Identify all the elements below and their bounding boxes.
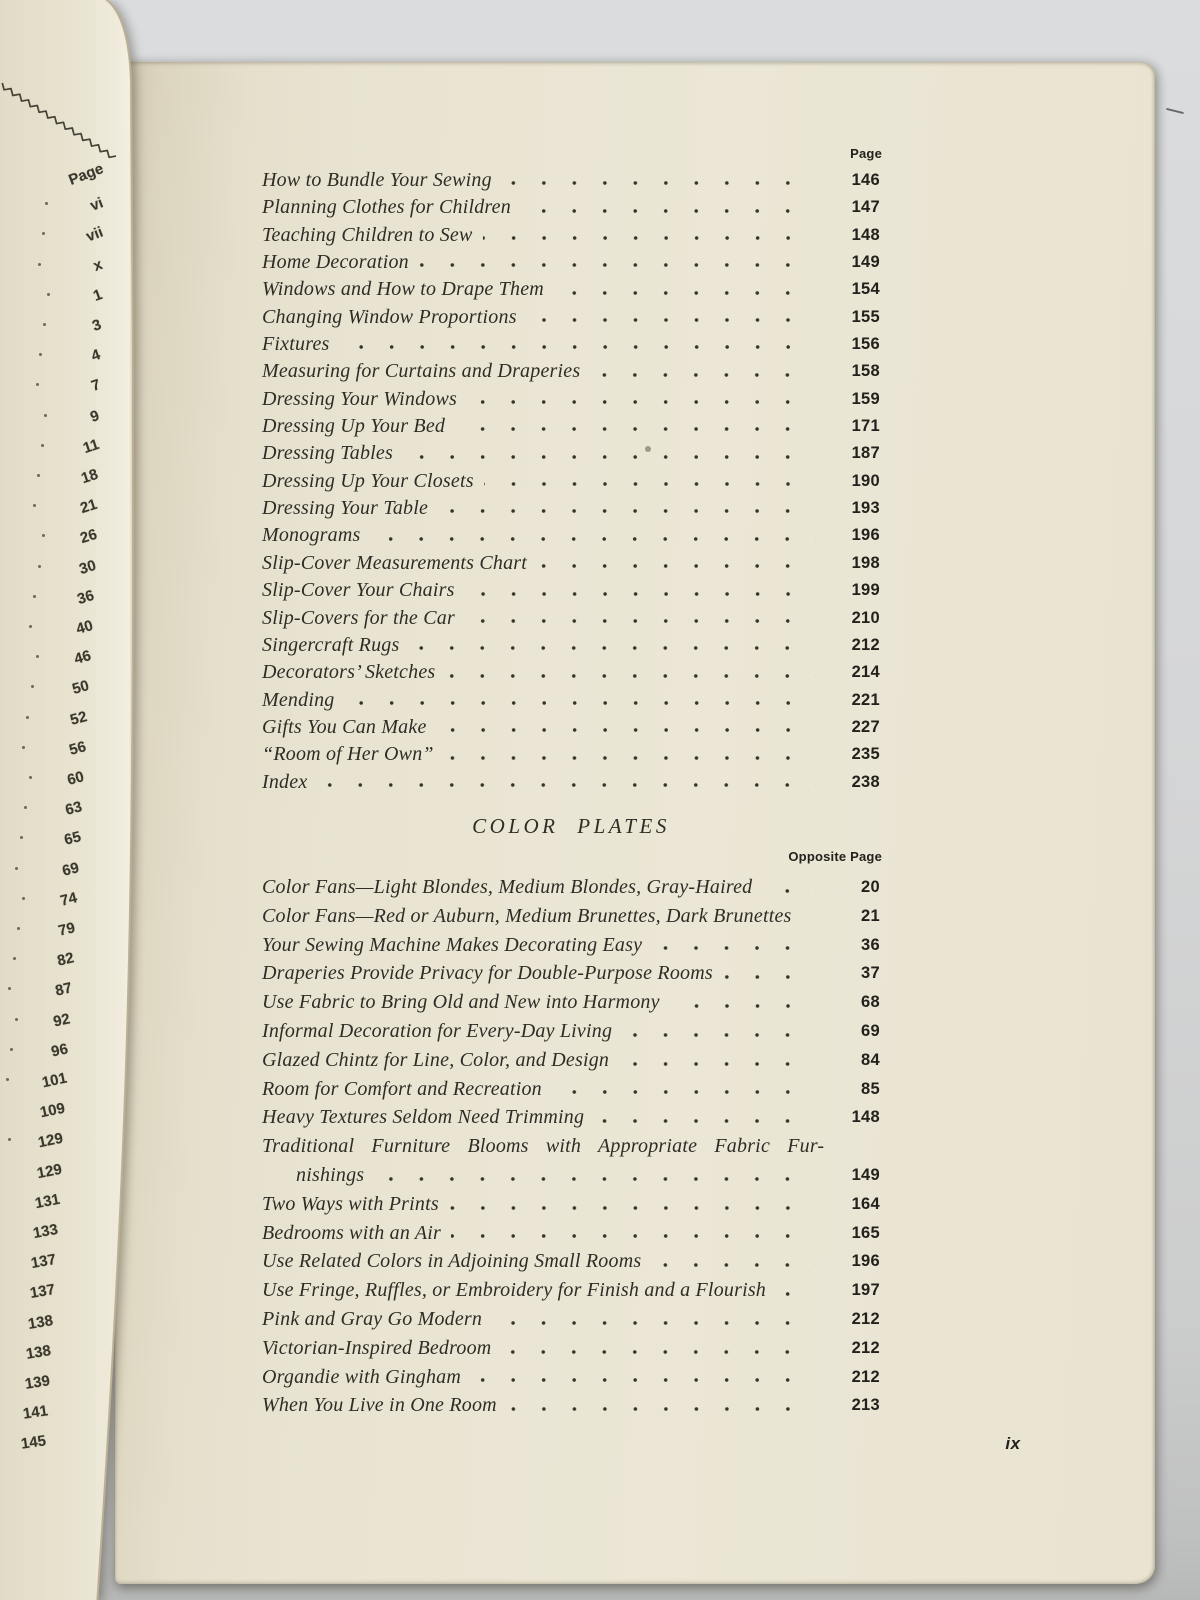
previous-page-number: 30 — [77, 556, 99, 578]
toc-entry-row — [262, 1276, 880, 1305]
toc-entry-title: Color Fans—Light Blondes, Medium Blondes, Gray-Haired — [262, 876, 753, 898]
toc-entry-row — [262, 331, 880, 358]
toc-entry-title: Dressing Tables — [262, 442, 393, 465]
toc-entry-page: 84 — [861, 1050, 880, 1069]
toc-entry-page: 37 — [861, 964, 880, 983]
toc-entry-page: 190 — [851, 471, 880, 490]
toc-entry-page: 85 — [861, 1079, 880, 1098]
dot-leader — [537, 564, 816, 568]
previous-page-number: 60 — [65, 768, 86, 789]
dot-leader — [465, 592, 816, 596]
previous-page-number: 63 — [63, 798, 85, 820]
toc-entry-title: Decorators’ Sketches — [262, 661, 436, 684]
toc-entry-row — [262, 769, 880, 796]
dot-leader — [762, 889, 816, 893]
page-number: ix — [1005, 1434, 1021, 1453]
dot-leader — [651, 1263, 816, 1267]
previous-page-number: 21 — [78, 496, 100, 518]
toc-entry-page: 36 — [861, 935, 880, 954]
toc-entry-title: Changing Window Proportions — [262, 305, 517, 328]
dot-leader — [802, 918, 816, 922]
dot-leader — [507, 1407, 816, 1411]
previous-page-number: 4 — [89, 346, 103, 366]
toc-entry-title: Measuring for Curtains and Draperies — [262, 360, 581, 383]
dot-leader — [438, 509, 816, 513]
previous-page-number: 96 — [50, 1040, 71, 1061]
toc-entry-title: When You Live in One Room — [262, 1394, 497, 1417]
toc-entry-row — [262, 605, 880, 632]
previous-page-number: 11 — [80, 435, 101, 457]
dot-leader — [467, 400, 816, 404]
toc-entry-title: Fixtures — [262, 333, 330, 356]
dot-leader — [340, 345, 816, 349]
toc-entry-title: Dressing Your Windows — [262, 387, 457, 410]
toc-entry-row — [262, 1046, 880, 1075]
toc-entry-row — [262, 741, 880, 768]
toc-entry-title: Windows and How to Drape Them — [262, 278, 544, 301]
previous-page-number: 139 — [23, 1372, 51, 1393]
dot-leader — [670, 1004, 816, 1008]
toc-entry-title: Traditional Furniture Blooms with Appropriate Fabric Fur- — [262, 1135, 825, 1158]
toc-entry-title: Draperies Provide Privacy for Double-Purpose Rooms — [262, 962, 713, 985]
toc-entry-page: 159 — [851, 389, 880, 408]
dot-leader — [521, 209, 816, 213]
dot-leader — [552, 1090, 816, 1094]
toc-entry-row — [262, 1075, 880, 1104]
toc-entry-title: Organdie with Gingham — [262, 1365, 462, 1388]
dot-leader — [723, 975, 816, 979]
toc-entry-row — [262, 495, 880, 522]
toc-entry-title: Planning Clothes for Children — [262, 196, 511, 219]
dot-leader — [594, 1119, 816, 1123]
dot-leader — [451, 1234, 816, 1238]
dot-leader — [501, 1350, 816, 1354]
toc-entry-row — [262, 304, 880, 331]
previous-page-number: 18 — [79, 465, 101, 488]
toc-entry-page: 154 — [851, 280, 880, 299]
previous-page-number: 129 — [36, 1130, 65, 1152]
dot-leader — [502, 181, 816, 185]
toc-entry-title: Your Sewing Machine Makes Decorating Easy — [262, 933, 643, 956]
previous-page-number: 141 — [21, 1402, 49, 1423]
dot-leader — [471, 1378, 816, 1382]
dot-leader — [776, 1292, 816, 1296]
previous-page-number: 92 — [51, 1010, 72, 1031]
toc-entry-page: 212 — [851, 635, 880, 654]
toc-entry-title: Dressing Up Your Bed — [262, 415, 446, 438]
toc-entry-row — [262, 902, 880, 931]
toc-entry-title: Singercraft Rugs — [262, 633, 400, 656]
previous-page-number: vii — [83, 224, 106, 246]
dot-leader — [317, 783, 816, 787]
toc-entry-row — [262, 1334, 880, 1363]
toc-entry-title: Room for Comfort and Recreation — [262, 1077, 542, 1100]
color-plates-heading: COLOR PLATES — [472, 814, 670, 838]
toc-entry-row — [262, 714, 880, 741]
toc-entry-page: 227 — [851, 717, 880, 736]
toc-entry-page: 198 — [851, 553, 880, 572]
toc-entry-row — [262, 222, 880, 249]
dot-leader — [455, 427, 816, 431]
previous-page-number: 145 — [20, 1432, 48, 1454]
previous-page-number: vi — [88, 194, 106, 215]
previous-page-edge — [0, 0, 160, 1600]
dot-leader — [652, 946, 816, 950]
toc-entry-page: 146 — [851, 171, 880, 189]
toc-entry-title: Teaching Children to Sew — [262, 223, 473, 246]
dot-leader — [409, 646, 816, 650]
toc-entry-row — [262, 659, 880, 686]
toc-entry-title: Index — [262, 770, 308, 793]
toc-entry-page: 210 — [851, 608, 880, 627]
previous-page-number: 87 — [53, 979, 74, 1001]
toc-entry-row — [262, 550, 880, 577]
toc-entry-row — [262, 1305, 880, 1334]
toc-entry-title: Monograms — [262, 524, 361, 547]
dot-leader — [484, 482, 816, 486]
previous-page-number: 65 — [61, 828, 83, 850]
toc-entry-row — [262, 1219, 880, 1248]
previous-page-number: 138 — [25, 1341, 53, 1363]
previous-page-column-header: Page — [66, 160, 106, 189]
dot-leader — [403, 455, 816, 459]
previous-page-number: 56 — [67, 737, 88, 759]
previous-page-number: 101 — [40, 1069, 69, 1092]
book-page — [115, 62, 1155, 1584]
toc-entry-title: Dressing Your Table — [262, 497, 429, 520]
toc-entry-page: 149 — [851, 253, 880, 272]
toc-entry-row — [262, 276, 880, 303]
toc-entry-title: Use Fringe, Ruffles, or Embroidery for Finish and a Flourish — [262, 1279, 767, 1302]
toc-entry-page: 212 — [851, 1309, 880, 1328]
toc-entry-title: Color Fans—Red or Auburn, Medium Brunettes, Dark Brunettes — [262, 904, 792, 927]
dot-leader — [622, 1033, 816, 1037]
dot-leader — [449, 1206, 816, 1210]
toc-entry-page: 197 — [851, 1281, 880, 1300]
page-column-header: Page — [850, 146, 882, 161]
toc-entry-page: 149 — [851, 1165, 880, 1184]
toc-entry-row — [262, 988, 880, 1017]
toc-entry-title: Dressing Up Your Closets — [262, 469, 474, 492]
toc-entry-title: How to Bundle Your Sewing — [262, 169, 492, 191]
dot-leader — [619, 1062, 816, 1066]
backdrop-hair-artifact — [1166, 108, 1184, 114]
toc-entry-page: 69 — [861, 1021, 880, 1040]
toc-entry-row — [262, 386, 880, 413]
toc-list — [262, 167, 880, 796]
previous-page-number: 137 — [28, 1281, 56, 1303]
toc-entry-title: Heavy Textures Seldom Need Trimming — [262, 1106, 585, 1129]
dot-leader — [590, 373, 816, 377]
toc-entry-page: 196 — [851, 1252, 880, 1271]
toc-entry-page: 171 — [851, 417, 880, 436]
previous-page-number: 3 — [90, 316, 104, 335]
toc-entry-page: 68 — [861, 993, 880, 1012]
toc-entry-row — [262, 249, 880, 276]
toc-entry-title: Home Decoration — [262, 251, 409, 274]
toc-entry-row — [262, 873, 880, 902]
previous-page-number: x — [91, 255, 105, 275]
toc-entry-page: 147 — [851, 198, 880, 217]
color-plates-list — [262, 873, 880, 1420]
previous-page-number: 52 — [68, 707, 90, 729]
previous-page-number: 7 — [88, 376, 103, 396]
dot-leader — [374, 1177, 816, 1181]
toc-entry-page: 187 — [851, 444, 880, 463]
dot-leader — [437, 728, 816, 732]
dot-leader — [419, 263, 816, 267]
previous-page-number: 131 — [33, 1190, 62, 1212]
toc-entry-page: 238 — [851, 772, 880, 791]
toc-entry-title: Gifts You Can Make — [262, 715, 427, 738]
previous-page-number: 129 — [35, 1160, 63, 1182]
toc-entry-title: Pink and Gray Go Modern — [262, 1307, 483, 1330]
toc-entry-row — [262, 1103, 880, 1132]
previous-page-number: 137 — [30, 1251, 58, 1273]
toc-entry-page: 212 — [851, 1338, 880, 1357]
toc-entry-page: 221 — [851, 690, 880, 709]
dot-leader — [370, 537, 816, 541]
toc-entry-row — [262, 687, 880, 714]
toc-entry-title: Use Related Colors in Adjoining Small Rooms — [262, 1250, 642, 1273]
toc-entry-title-wrap: nishings — [296, 1163, 365, 1186]
toc-entry-row — [262, 632, 880, 659]
previous-page-number: 26 — [77, 526, 99, 548]
toc-entry-row — [262, 1190, 880, 1219]
toc-entry-page: 213 — [851, 1396, 880, 1415]
previous-page-number: 133 — [31, 1220, 60, 1243]
toc-entry-page: 196 — [851, 526, 880, 545]
dot-leader — [345, 701, 817, 705]
toc-entry-row — [262, 468, 880, 495]
toc-entry-title: Mending — [262, 688, 335, 711]
paper-speck — [645, 446, 651, 452]
toc-entry-page: 156 — [851, 335, 880, 354]
opposite-page-column-header: Opposite Page — [788, 849, 882, 864]
previous-page-number: 79 — [56, 919, 78, 940]
dot-leader — [444, 756, 816, 760]
toc-entry-title: Informal Decoration for Every-Day Living — [262, 1019, 613, 1042]
toc-entry-page: 199 — [851, 581, 880, 600]
previous-page-number: 46 — [72, 647, 93, 669]
toc-entry-page: 155 — [851, 307, 880, 326]
toc-entry-page: 148 — [851, 1108, 880, 1127]
previous-page-number: 1 — [90, 285, 105, 305]
toc-entry-page: 193 — [851, 499, 880, 518]
dot-leader — [554, 291, 816, 295]
previous-page-number: 40 — [73, 616, 95, 639]
toc-entry-title: Two Ways with Prints — [262, 1192, 439, 1215]
toc-entry-row — [262, 931, 880, 960]
toc-entry-title: Bedrooms with an Air — [262, 1221, 442, 1244]
previous-page-number: 50 — [70, 677, 92, 699]
previous-page-number: 109 — [38, 1099, 67, 1122]
toc-entry-page: 212 — [851, 1367, 880, 1386]
toc-entry-row — [262, 1161, 880, 1190]
toc-entry-row — [262, 413, 880, 440]
toc-entry-row — [262, 1363, 880, 1392]
toc-entry-title: “Room of Her Own” — [262, 743, 434, 766]
toc-entry-page: 20 — [861, 878, 880, 896]
toc-entry-title: Slip-Cover Your Chairs — [262, 579, 455, 602]
previous-page-number: 74 — [58, 889, 79, 910]
toc-entry-page: 235 — [851, 745, 880, 764]
toc-entry-page: 21 — [861, 906, 880, 925]
toc-entry-title: Slip-Cover Measurements Chart — [262, 551, 528, 574]
previous-page-number: 138 — [26, 1311, 55, 1333]
previous-page-number: 9 — [88, 406, 102, 426]
toc-entry-page: 148 — [851, 225, 880, 244]
previous-page-number: 82 — [55, 949, 76, 970]
toc-entry-row — [262, 358, 880, 385]
dot-leader — [465, 619, 816, 623]
toc-entry-title: Victorian-Inspired Bedroom — [262, 1336, 492, 1359]
toc-entry-row — [262, 522, 880, 549]
dot-leader — [483, 236, 816, 240]
dot-leader — [492, 1321, 816, 1325]
toc-entry-row — [262, 1247, 880, 1276]
toc-entry-row — [262, 1017, 880, 1046]
dot-leader — [445, 674, 816, 678]
toc-entry-row — [262, 167, 880, 194]
toc-entry-page: 158 — [851, 362, 880, 381]
toc-entry-title: Use Fabric to Bring Old and New into Harmony — [262, 991, 660, 1014]
dot-leader — [527, 318, 816, 322]
toc-entry-title: Glazed Chintz for Line, Color, and Design — [262, 1048, 610, 1071]
toc-entry-row — [262, 577, 880, 604]
toc-entry-page: 214 — [851, 663, 880, 682]
toc-entry-row — [262, 194, 880, 221]
toc-entry-row — [262, 440, 880, 467]
toc-entry-title: Slip-Covers for the Car — [262, 606, 455, 629]
toc-entry-row — [262, 1132, 880, 1161]
toc-entry-row — [262, 959, 880, 988]
toc-entry-row — [262, 1391, 880, 1420]
previous-page-number: 36 — [75, 586, 97, 608]
toc-entry-page: 164 — [851, 1194, 880, 1213]
previous-page-number: 69 — [60, 858, 81, 880]
toc-entry-page: 165 — [851, 1223, 880, 1242]
